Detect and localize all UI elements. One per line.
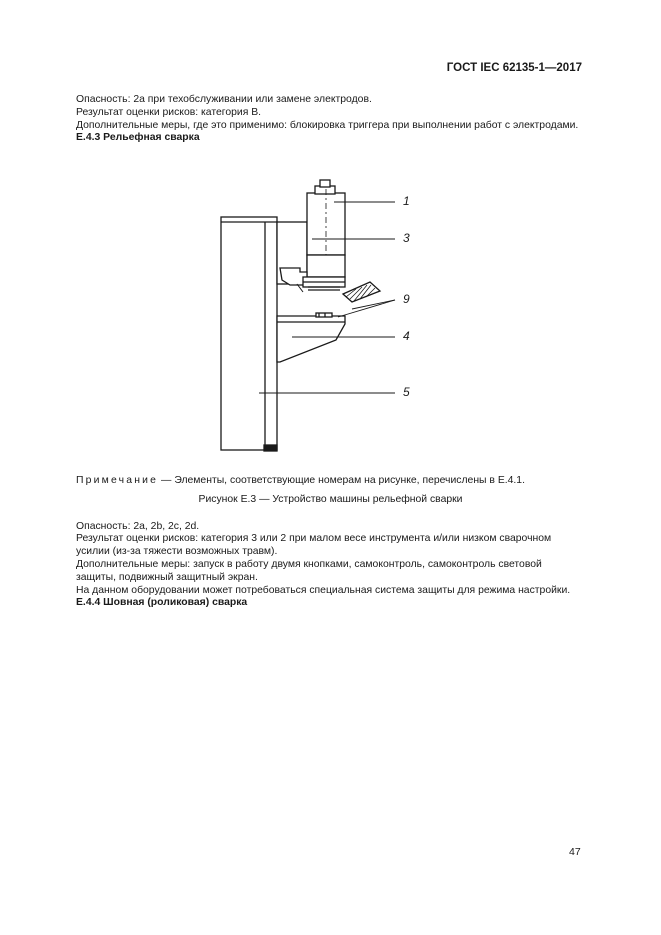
figure-label-4: 4 [403, 329, 410, 343]
frame-foot [264, 445, 277, 451]
figure-note [76, 474, 586, 487]
document-standard-header: ГОСТ IEC 62135-1—2017 [446, 62, 582, 74]
measures-e43: Дополнительные меры, где это применимо: блокировка триггера при выполнении работ с электродами. [76, 120, 579, 131]
section-heading-e44 [76, 596, 586, 609]
section-number-e44: Е.4.4 [76, 597, 101, 608]
figure-label-3: 3 [403, 231, 410, 245]
section-number-e43: Е.4.3 [76, 132, 101, 143]
section-title-e43: Рельефная сварка [103, 132, 200, 143]
cylinder-cap [320, 180, 330, 187]
setup-after: На данном оборудовании может потребоваться специальная система защиты для режима настройки. [76, 585, 571, 596]
hazard-after: Опасность: 2а, 2b, 2c, 2d. [76, 521, 200, 532]
figure-caption: Рисунок Е.3 — Устройство машины рельефной сварки [198, 494, 463, 505]
leader-line-9a [352, 300, 395, 309]
risk-after: Результат оценки рисков: категория 3 или 2 при малом весе инструмента и/или низком сварочном усилии (из-за тяжести возможных травм). [76, 533, 552, 558]
section-title-e44: Шовная (роликовая) сварка [103, 597, 248, 608]
risk-e43: Результат оценки рисков: категория В. [76, 107, 262, 118]
machine-frame [221, 217, 277, 450]
hazard-e43: Опасность: 2а при техобслуживании или замене электродов. [76, 94, 372, 105]
upper-electrode-holder [307, 255, 345, 277]
figure-label-5: 5 [403, 385, 410, 399]
lower-table [277, 316, 345, 362]
page-number: 47 [569, 846, 581, 858]
figure-label-1: 1 [403, 194, 410, 208]
leader-line-9b [338, 300, 395, 317]
figure-label-9: 9 [403, 292, 410, 306]
note-prefix: Примечание [76, 475, 159, 486]
measures-after: Дополнительные меры: запуск в работу двумя кнопками, самоконтроль, самоконтроль световой защиты, подвижный защитный экран. [76, 559, 542, 584]
note-text: — Элементы, соответствующие номерам на рисунке, перечислены в Е.4.1. [161, 475, 525, 486]
